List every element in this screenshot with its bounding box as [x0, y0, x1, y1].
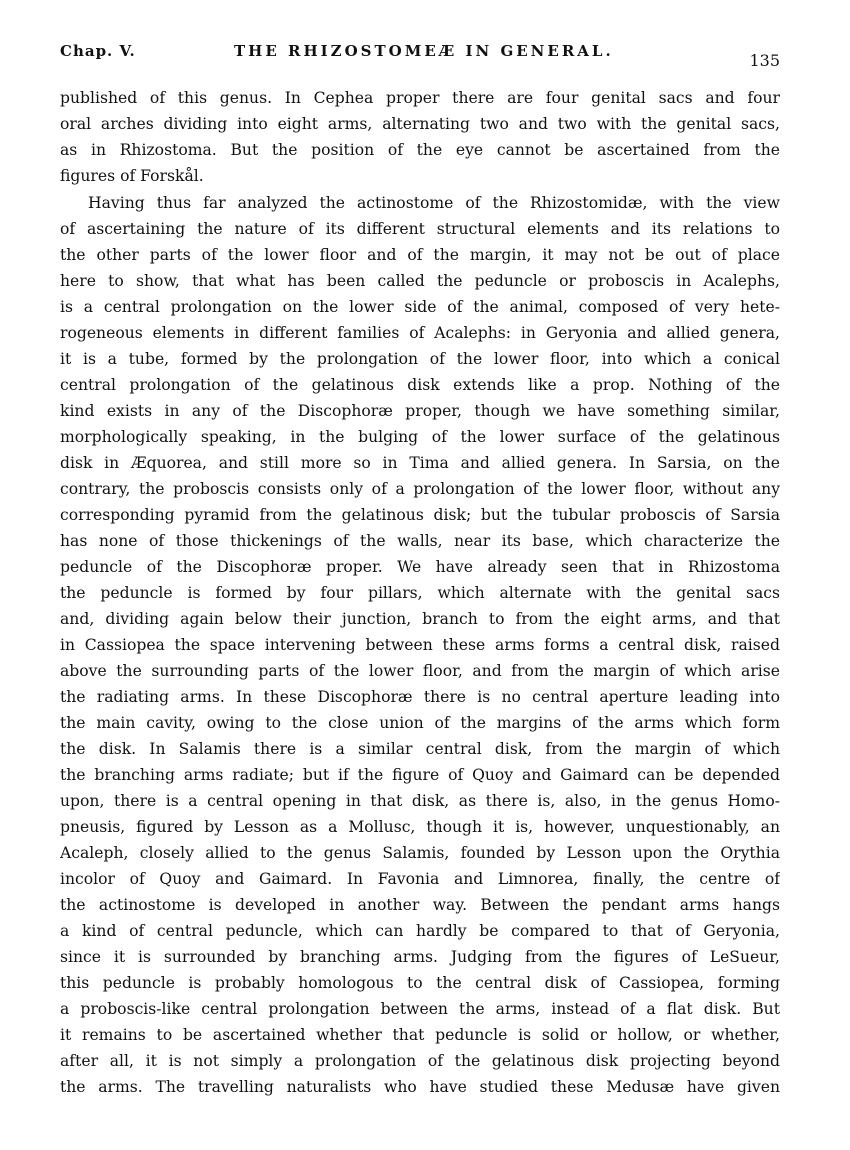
text-line: published of this genus. In Cephea proper there are four genital sacs and four — [60, 89, 780, 107]
chapter-label: Chap. V. — [60, 42, 136, 60]
text-line: the branching arms radiate; but if the figure of Quoy and Gaimard can be depended — [60, 766, 780, 784]
text-line: is a central prolongation on the lower side of the animal, composed of very hete- — [60, 298, 780, 316]
text-line: as in Rhizostoma. But the position of the eye cannot be ascertained from the — [60, 141, 780, 159]
text-line: incolor of Quoy and Gaimard. In Favonia and Limnorea, finally, the centre of — [60, 870, 780, 888]
text-line: this peduncle is probably homologous to the central disk of Cassiopea, forming — [60, 974, 780, 992]
text-line: after all, it is not simply a prolongation of the gelatinous disk projecting beyond — [60, 1052, 780, 1070]
text-line: kind exists in any of the Discophoræ proper, though we have something similar, — [60, 402, 780, 420]
text-line: a kind of central peduncle, which can hardly be compared to that of Geryonia, — [60, 922, 780, 940]
page-number: 135 — [749, 51, 780, 70]
text-line: upon, there is a central opening in that disk, as there is, also, in the genus Homo- — [60, 792, 780, 810]
text-line: the actinostome is developed in another way. Between the pendant arms hangs — [60, 896, 780, 914]
text-line: corresponding pyramid from the gelatinous disk; but the tubular proboscis of Sarsia — [60, 506, 780, 524]
text-line: pneusis, figured by Lesson as a Mollusc, though it is, however, unquestionably, an — [60, 818, 780, 836]
text-line: morphologically speaking, in the bulging of the lower surface of the gelatinous — [60, 428, 780, 446]
text-line: peduncle of the Discophoræ proper. We have already seen that in Rhizostoma — [60, 558, 780, 576]
running-head — [60, 40, 780, 70]
text-line: the other parts of the lower floor and of the margin, it may not be out of place — [60, 246, 780, 264]
text-line: since it is surrounded by branching arms. Judging from the figures of LeSueur, — [60, 948, 780, 966]
text-line: of ascertaining the nature of its different structural elements and its relations to — [60, 220, 780, 238]
text-line: the arms. The travelling naturalists who have studied these Medusæ have given — [60, 1078, 780, 1096]
text-line: contrary, the proboscis consists only of a prolongation of the lower floor, without any — [60, 480, 780, 498]
text-line: oral arches dividing into eight arms, alternating two and two with the genital sacs, — [60, 115, 780, 133]
text-line: the main cavity, owing to the close union of the margins of the arms which form — [60, 714, 780, 732]
running-title: THE RHIZOSTOMEÆ IN GENERAL. — [234, 42, 614, 60]
text-line: it is a tube, formed by the prolongation of the lower floor, into which a conical — [60, 350, 780, 368]
text-line: Having thus far analyzed the actinostome of the Rhizostomidæ, with the view — [88, 194, 780, 212]
text-line: and, dividing again below their junction, branch to from the eight arms, and that — [60, 610, 780, 628]
text-line: central prolongation of the gelatinous disk extends like a prop. Nothing of the — [60, 376, 780, 394]
text-line: disk in Æquorea, and still more so in Tima and allied genera. In Sarsia, on the — [60, 454, 780, 472]
text-line: in Cassiopea the space intervening between these arms forms a central disk, raised — [60, 636, 780, 654]
text-line: here to show, that what has been called the peduncle or proboscis in Acalephs, — [60, 272, 780, 290]
text-line: figures of Forskål. — [60, 167, 204, 185]
text-line: it remains to be ascertained whether that peduncle is solid or hollow, or whether, — [60, 1026, 780, 1044]
text-line: the disk. In Salamis there is a similar central disk, from the margin of which — [60, 740, 780, 758]
text-line: the radiating arms. In these Discophoræ there is no central aperture leading into — [60, 688, 780, 706]
text-line: above the surrounding parts of the lower floor, and from the margin of which arise — [60, 662, 780, 680]
text-line: has none of those thickenings of the walls, near its base, which characterize the — [60, 532, 780, 550]
text-line: rogeneous elements in different families of Acalephs: in Geryonia and allied genera, — [60, 324, 780, 342]
text-line: Acaleph, closely allied to the genus Salamis, founded by Lesson upon the Orythia — [60, 844, 780, 862]
text-line: a proboscis-like central prolongation between the arms, instead of a flat disk. But — [60, 1000, 780, 1018]
text-line: the peduncle is formed by four pillars, which alternate with the genital sacs — [60, 584, 780, 602]
